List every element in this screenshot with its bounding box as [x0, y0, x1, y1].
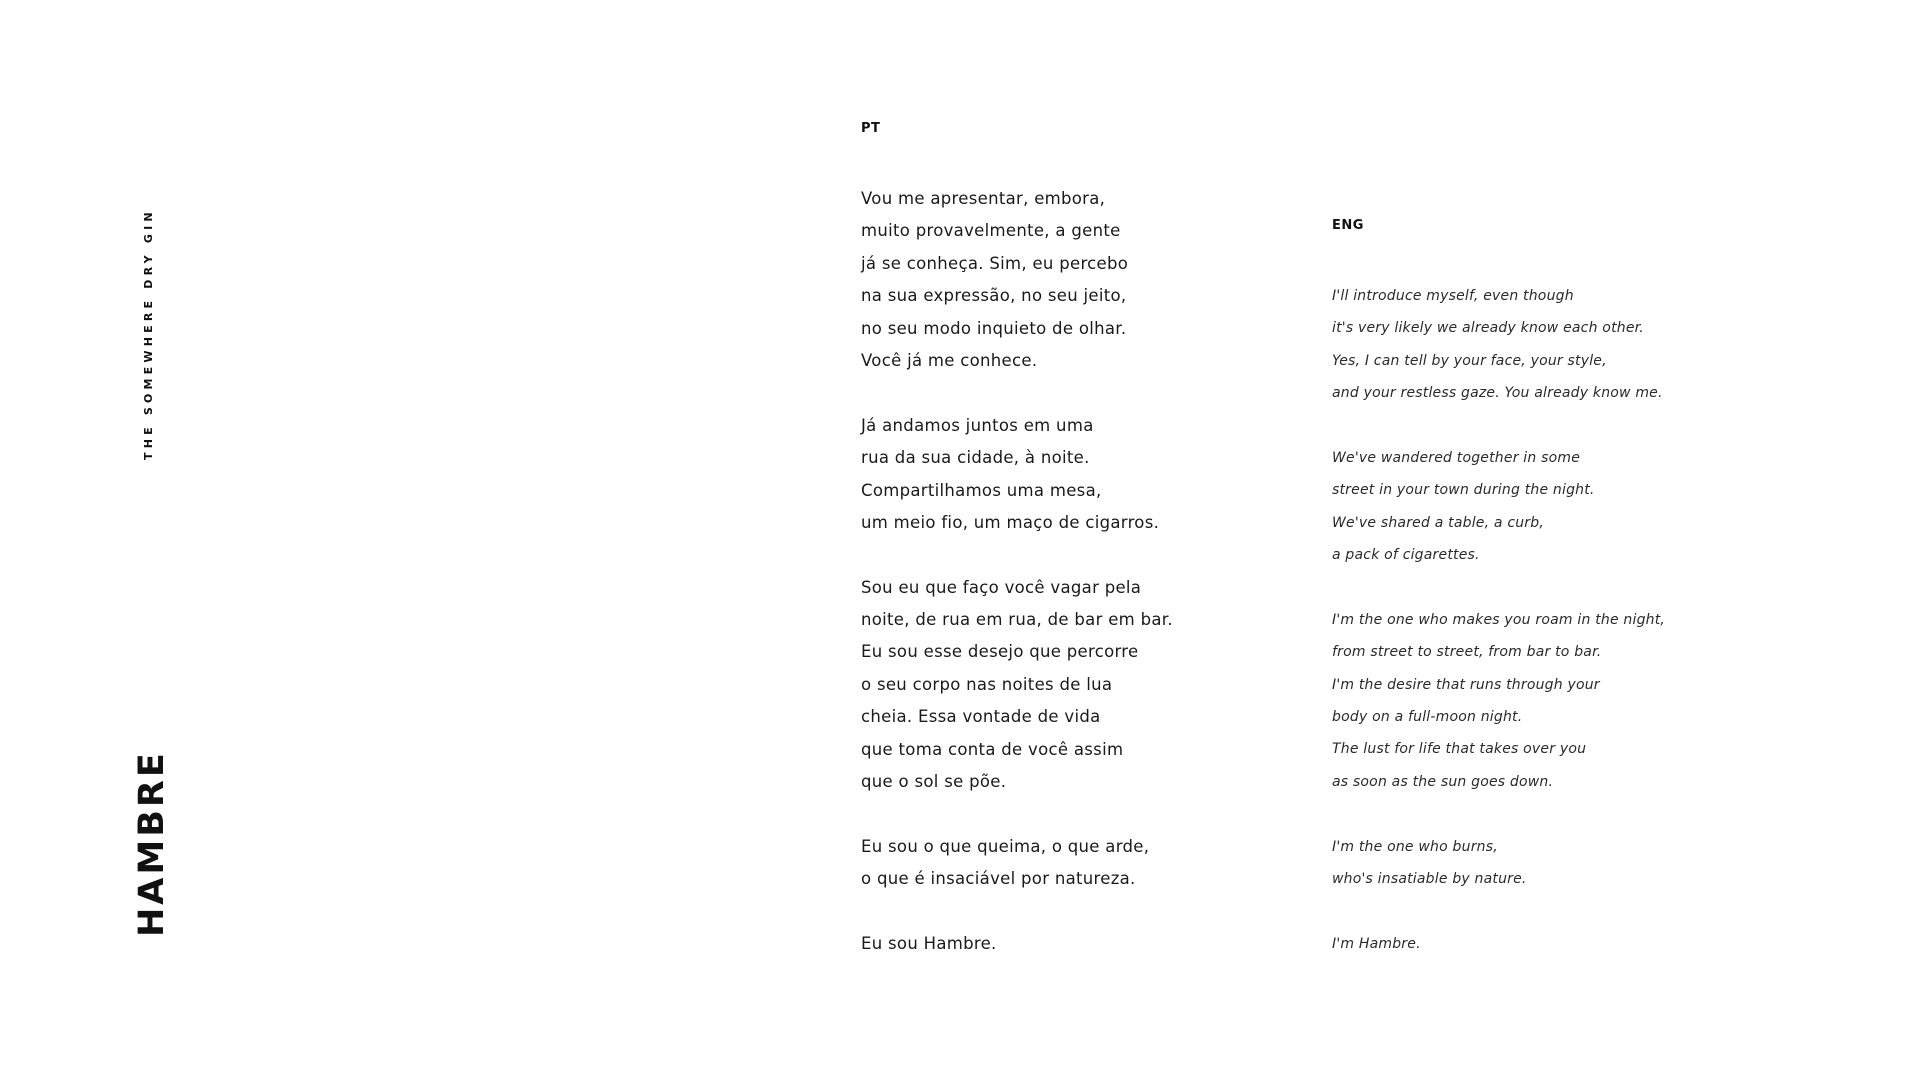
poem-line: We've shared a table, a curb, [1332, 514, 1544, 531]
poem-line: Já andamos juntos em uma [861, 415, 1094, 435]
poem-line: I'm Hambre. [1332, 935, 1421, 952]
poem-line: I'll introduce myself, even though [1332, 288, 1574, 304]
poem-line: it's very likely we already know each other. [1332, 320, 1644, 337]
poem-line: no seu modo inquieto de olhar. [861, 318, 1127, 338]
poem-line: Eu sou esse desejo que percorre [861, 642, 1139, 662]
brand-text: HAMBRE [132, 750, 172, 937]
poem-en [1332, 280, 1812, 960]
poem-line: já se conheça. Sim, eu percebo [861, 253, 1129, 273]
stanza [1332, 928, 1812, 960]
poem-line: I'm the one who burns, [1332, 838, 1498, 855]
poem-line: um meio fio, um maço de cigarros. [861, 512, 1160, 532]
poem-line: na sua expressão, no seu jeito, [861, 286, 1127, 306]
poem-line: Eu sou Hambre. [861, 933, 997, 953]
poem-line: cheia. Essa vontade de vida [861, 707, 1101, 727]
poem-line: Compartilhamos uma mesa, [861, 480, 1102, 500]
stanza [861, 183, 1301, 377]
poem-line: noite, de rua em rua, de bar em bar. [861, 610, 1173, 630]
poem-line: o seu corpo nas noites de lua [861, 674, 1113, 694]
poem-line: rua da sua cidade, à noite. [861, 448, 1090, 468]
tagline-text: THE SOMEWHERE DRY GIN [142, 208, 155, 460]
poem-line: and your restless gaze. You already know me. [1332, 385, 1663, 402]
lang-label-pt: PT [861, 121, 881, 136]
stanza [861, 928, 1301, 960]
poem-line: a pack of cigarettes. [1332, 547, 1480, 564]
stanza [1332, 604, 1812, 798]
poem-line: Vou me apresentar, embora, [861, 189, 1106, 208]
poem-line: que toma conta de você assim [861, 739, 1124, 759]
poem-line: Você já me conhece. [861, 350, 1038, 370]
stanza [1332, 280, 1812, 410]
poem-pt [861, 183, 1301, 960]
poem-line: Eu sou o que queima, o que arde, [861, 836, 1150, 856]
poem-line: from street to street, from bar to bar. [1332, 644, 1602, 661]
stanza [1332, 442, 1812, 572]
poem-line: street in your town during the night. [1332, 482, 1595, 499]
english-column [1332, 216, 1812, 993]
stanza [861, 831, 1301, 896]
poem-line: o que é insaciável por natureza. [861, 869, 1136, 889]
poem-line: muito provavelmente, a gente [861, 221, 1121, 241]
stanza [1332, 831, 1812, 896]
poem-line: que o sol se põe. [861, 772, 1007, 792]
portuguese-column [861, 119, 1301, 993]
stanza [861, 410, 1301, 540]
poem-line: We've wandered together in some [1332, 449, 1581, 466]
poem-line: body on a full-moon night. [1332, 709, 1523, 726]
poem-line: as soon as the sun goes down. [1332, 773, 1554, 790]
poem-line: I'm the desire that runs through your [1332, 676, 1600, 693]
poem-line: Sou eu que faço você vagar pela [861, 577, 1142, 597]
lang-label-en: ENG [1332, 218, 1364, 233]
poem-line: The lust for life that takes over you [1332, 741, 1587, 758]
stanza [861, 572, 1301, 799]
poem-line: Yes, I can tell by your face, your style, [1332, 352, 1607, 369]
poem-line: who's insatiable by nature. [1332, 871, 1527, 888]
poem-line: I'm the one who makes you roam in the night, [1332, 611, 1666, 628]
